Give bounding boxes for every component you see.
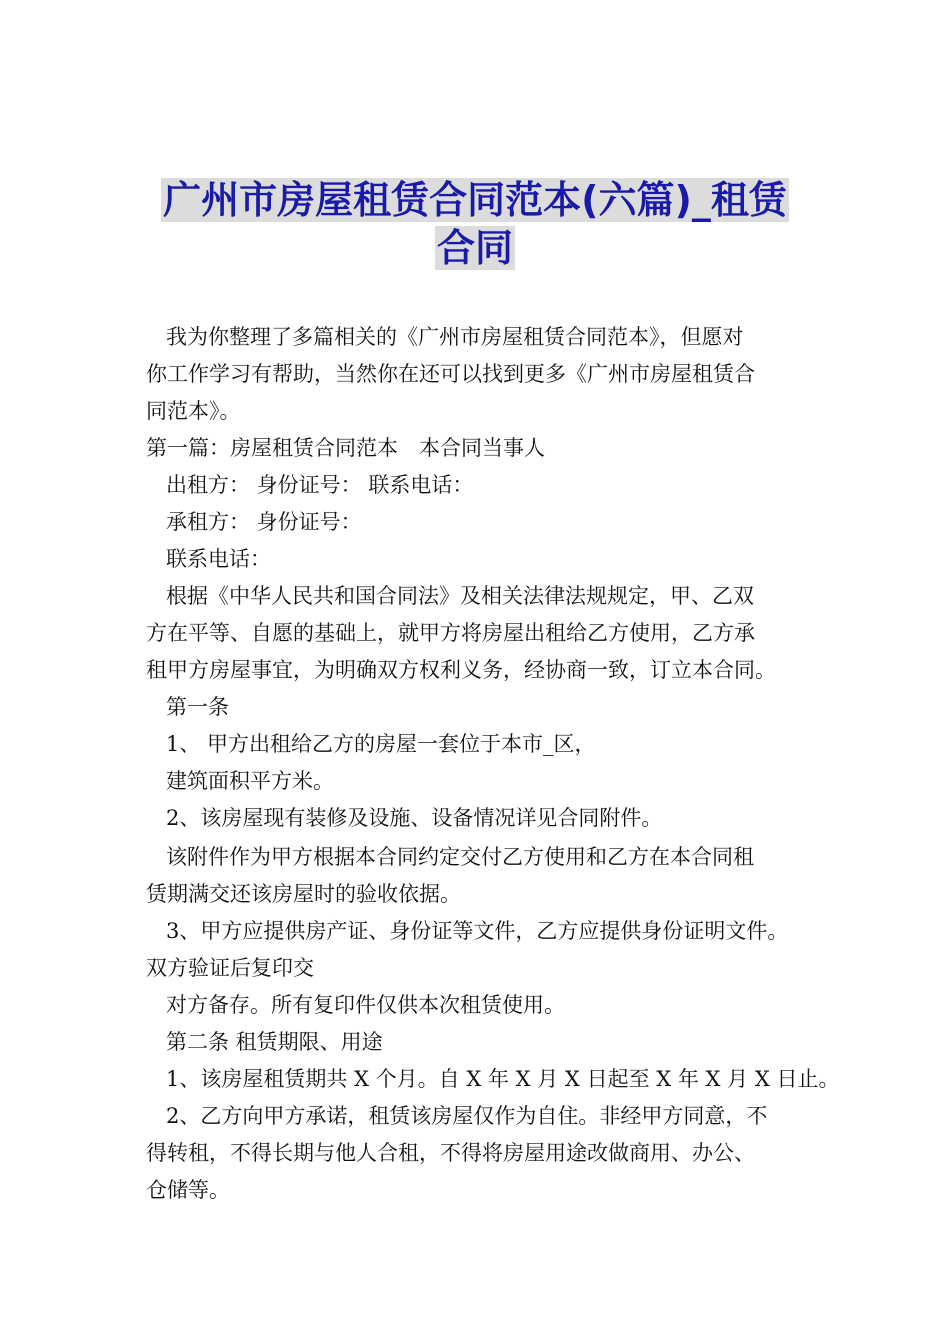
intro-line-2: 你工作学习有帮助，当然你在还可以找到更多《广州市房屋租赁合 [146, 362, 755, 386]
clause-1-2-annex-line-1: 该附件作为甲方根据本合同约定交付乙方使用和乙方在本合同租 [166, 845, 754, 869]
clause-1-2: 2、该房屋现有装修及设施、设备情况详见合同附件。 [166, 806, 663, 830]
clause-1-2-annex-line-2: 赁期满交还该房屋时的验收依据。 [146, 882, 461, 906]
clause-2-1: 1、该房屋租赁期共 X 个月。自 X 年 X 月 X 日起至 X 年 X 月 X 日止。 [166, 1067, 840, 1091]
clause-1-3-line-3: 对方备存。所有复印件仅供本次租赁使用。 [166, 993, 565, 1017]
clause-2-2-line-1: 2、乙方向甲方承诺，租赁该房屋仅作为自住。非经甲方同意，不 [166, 1104, 768, 1128]
intro-line-1: 我为你整理了多篇相关的《广州市房屋租赁合同范本》，但愿对 [166, 325, 744, 349]
basis-line-2: 方在平等、自愿的基础上，就甲方将房屋出租给乙方使用，乙方承 [146, 621, 755, 645]
lessee-line: 承租方： 身份证号： [166, 510, 362, 534]
intro-line-3: 同范本》。 [146, 399, 241, 423]
basis-line-3: 租甲方房屋事宜，为明确双方权利义务，经协商一致，订立本合同。 [146, 658, 776, 682]
clause-1-1: 1、 甲方出租给乙方的房屋一套位于本市_区， [166, 732, 596, 756]
document-title-line-1: 广州市房屋租赁合同范本(六篇)_租赁 [163, 178, 787, 222]
basis-line-1: 根据《中华人民共和国合同法》及相关法律法规规定，甲、乙双 [166, 584, 754, 608]
clause-1-3-line-2: 双方验证后复印交 [146, 956, 314, 980]
lessor-line: 出租方： 身份证号： 联系电话： [166, 473, 474, 497]
article-two-heading: 第二条 租赁期限、用途 [166, 1030, 383, 1054]
clause-1-3-line-1: 3、甲方应提供房产证、身份证等文件，乙方应提供身份证明文件。 [166, 919, 789, 943]
section-heading-first: 第一篇：房屋租赁合同范本 本合同当事人 [146, 436, 545, 460]
document-title-line-2: 合同 [436, 226, 513, 270]
article-one-heading: 第一条 [166, 695, 229, 719]
phone-line: 联系电话： [166, 547, 271, 571]
clause-2-2-line-3: 仓储等。 [146, 1178, 230, 1202]
clause-2-2-line-2: 得转租，不得长期与他人合租，不得将房屋用途改做商用、办公、 [146, 1141, 755, 1165]
clause-1-1-area: 建筑面积平方米。 [166, 769, 334, 793]
